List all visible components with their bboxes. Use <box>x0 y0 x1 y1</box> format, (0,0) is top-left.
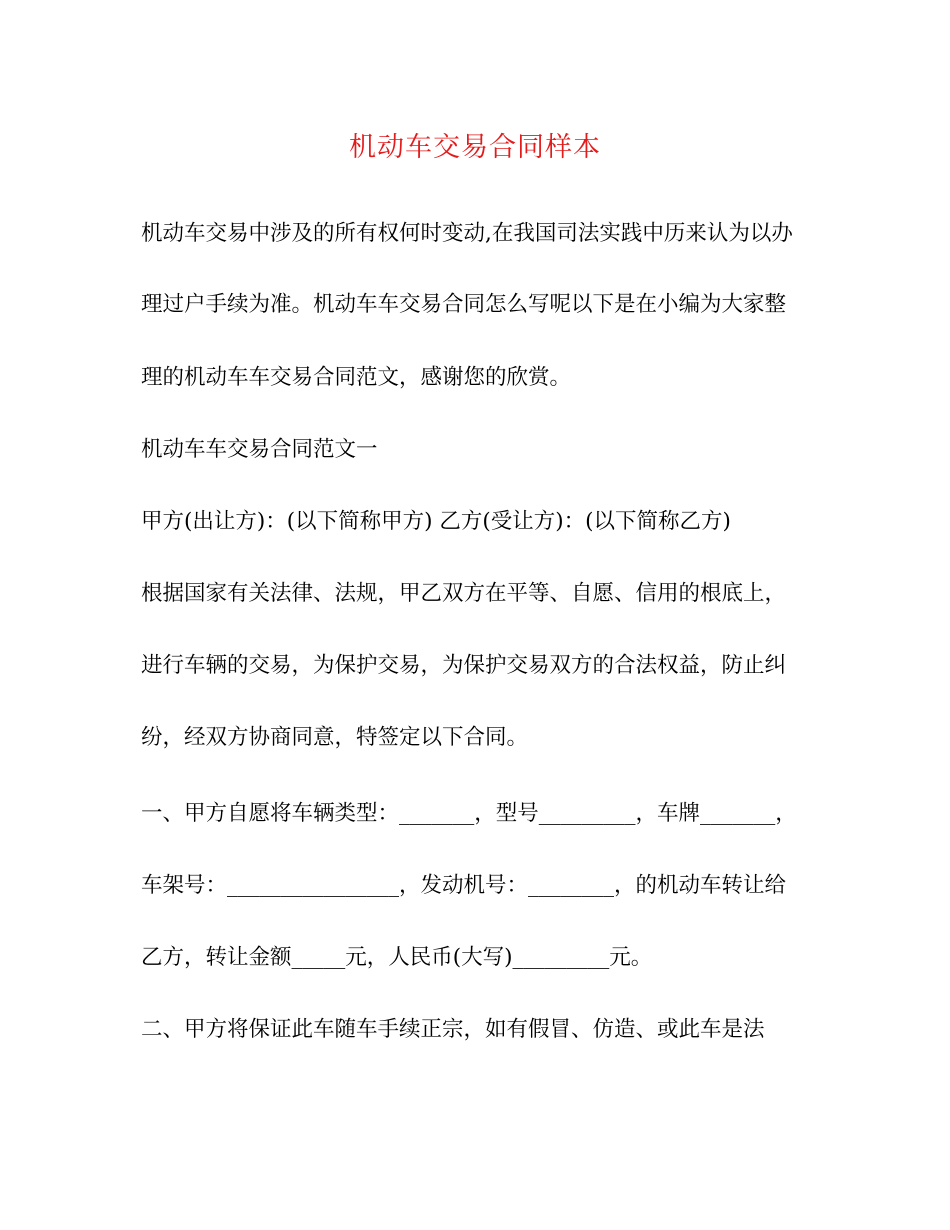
intro-line-1: 机动车交易中涉及的所有权何时变动,在我国司法实践中历来认为以办 <box>141 221 793 246</box>
intro-line-3: 理的机动车车交易合同范文，感谢您的欣赏。 <box>141 365 572 390</box>
preamble-line-3: 纷，经双方协商同意，特签定以下合同。 <box>141 725 529 750</box>
document-title: 机动车交易合同样本 <box>349 132 601 163</box>
clause-2-line-1: 二、甲方将保证此车随车手续正宗，如有假冒、仿造、或此车是法 <box>141 1017 765 1042</box>
preamble-line-1: 根据国家有关法律、法规，甲乙双方在平等、自愿、信用的根底上， <box>141 581 787 606</box>
clause-1-line-1: 一、甲方自愿将车辆类型：_______，型号_________，车牌_______， <box>141 801 797 826</box>
clause-1-line-2: 车架号：________________，发动机号：________，的机动车转让给 <box>141 873 787 898</box>
intro-line-2: 理过户手续为准。机动车车交易合同怎么写呢以下是在小编为大家整 <box>141 292 787 317</box>
section-heading: 机动车车交易合同范文一 <box>141 437 378 462</box>
clause-1-line-3: 乙方，转让金额_____元，人民币(大写)_________元。 <box>141 945 653 970</box>
parties-line: 甲方(出让方)：(以下简称甲方) 乙方(受让方)：(以下简称乙方) <box>141 509 731 534</box>
preamble-line-2: 进行车辆的交易，为保护交易，为保护交易双方的合法权益，防止纠 <box>141 653 787 678</box>
